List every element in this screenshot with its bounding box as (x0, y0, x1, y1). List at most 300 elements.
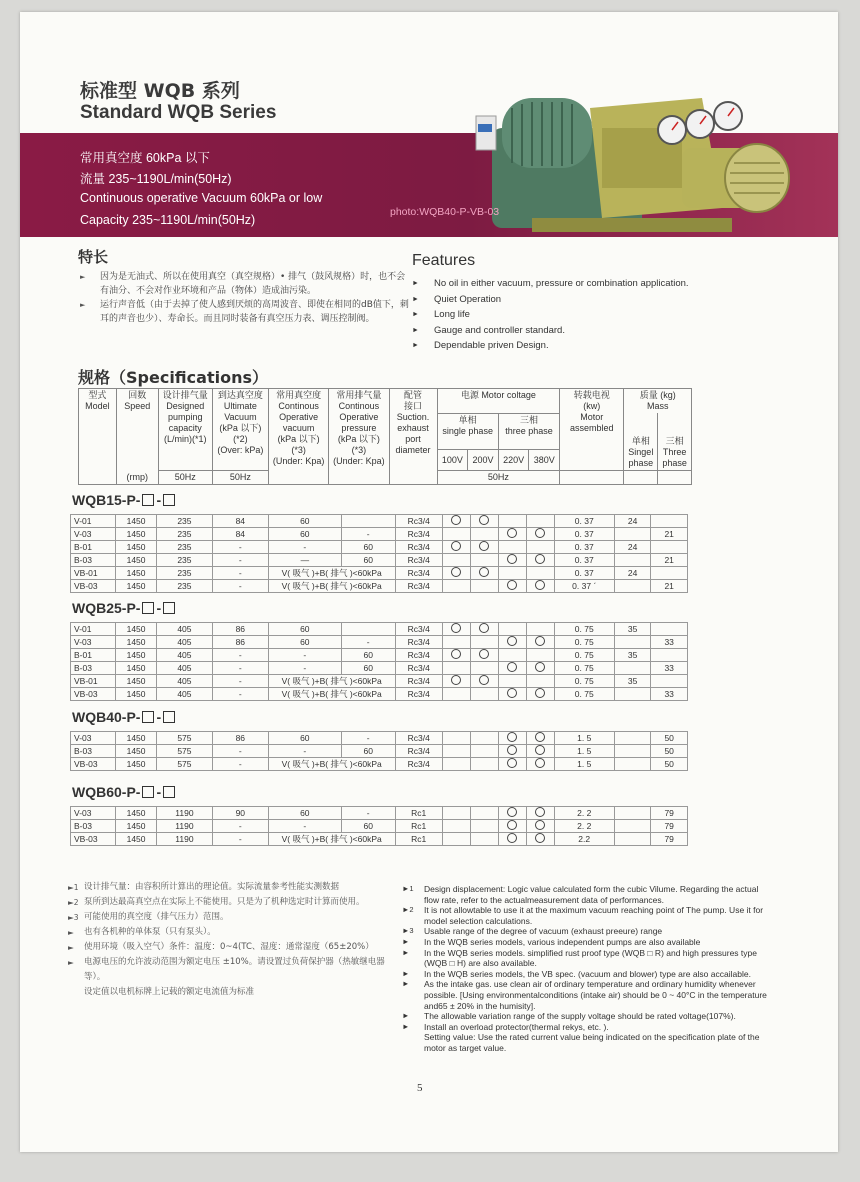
features-list-cn (80, 270, 410, 326)
header-op-pressure: 常用排气量 Continous Operative pressure (kPa 以下) (*3) (Under: Kpa) (329, 389, 389, 485)
header-voltage: 220V (498, 450, 529, 471)
table-cell: - (341, 807, 395, 820)
voltage-cell (442, 807, 470, 820)
available-circle-icon (507, 554, 517, 564)
table-row (71, 688, 688, 701)
voltage-cell (470, 554, 498, 567)
table-cell (651, 515, 688, 528)
table-cell: 1450 (116, 623, 157, 636)
model-code-box (163, 786, 175, 798)
table-cell: 235 (156, 567, 212, 580)
table-cell (614, 636, 651, 649)
table-cell: 33 (651, 688, 688, 701)
available-circle-icon (507, 528, 517, 538)
available-circle-icon (535, 688, 545, 698)
note-cn: ►1 设计排气量：由容积所计算出的理论值。实际流量参考性能实测数据 (68, 882, 340, 892)
header-motor: 转载电视 (kw) Motor assembled (560, 389, 624, 471)
voltage-cell (442, 758, 470, 771)
voltage-cell (470, 541, 498, 554)
voltage-cell (470, 732, 498, 745)
voltage-cell (526, 732, 554, 745)
table-cell: V-03 (71, 732, 116, 745)
table-cell (651, 649, 688, 662)
header-port: 配管 接口 Suction. exhaust port diameter (389, 389, 437, 485)
table-cell: 50 (651, 745, 688, 758)
table-cell: 0. 37 (554, 541, 614, 554)
voltage-cell (526, 554, 554, 567)
table-cell: 575 (156, 758, 212, 771)
table-cell: Rc3/4 (395, 675, 442, 688)
table-cell: 405 (156, 688, 212, 701)
header-voltage: 200V (468, 450, 499, 471)
table-cell: 60 (341, 745, 395, 758)
voltage-cell (526, 758, 554, 771)
note-cn: ► 使用环境（吸入空气）条件：温度：0~4(TC、湿度：通常湿度（65±20%） (68, 942, 374, 952)
table-cell: Rc1 (395, 807, 442, 820)
table-cell (614, 833, 651, 846)
table-cell: 235 (156, 515, 212, 528)
table-cell: 60 (268, 528, 341, 541)
table-cell: 1450 (116, 554, 157, 567)
title-english: Standard WQB Series (80, 102, 277, 123)
table-cell: Rc3/4 (395, 541, 442, 554)
table-cell (651, 541, 688, 554)
voltage-cell (442, 649, 470, 662)
note-en: ►3 Usable range of the degree of vacuum (exhaust preeure) range (402, 926, 663, 937)
voltage-cell (470, 649, 498, 662)
available-circle-icon (535, 807, 545, 817)
table-cell: 0. 37 (554, 554, 614, 567)
table-row (71, 567, 688, 580)
available-circle-icon (451, 541, 461, 551)
header-capacity: 设计排气量 Designed pumping capacity (L/min)(*1) (158, 389, 212, 471)
table-cell: - (212, 567, 268, 580)
voltage-cell (498, 820, 526, 833)
table-cell: - (268, 820, 341, 833)
table-cell: Rc3/4 (395, 662, 442, 675)
feature-en-item: ► No oil in either vacuum, pressure or combination application. (412, 276, 689, 292)
table-cell: 1450 (116, 820, 157, 833)
table-cell: 24 (614, 515, 651, 528)
table-cell: Rc3/4 (395, 745, 442, 758)
model-code-box (163, 602, 175, 614)
voltage-cell (498, 758, 526, 771)
table-cell: 2. 2 (554, 807, 614, 820)
table-row (71, 807, 688, 820)
voltage-cell (526, 636, 554, 649)
table-row (71, 833, 688, 846)
header-voltage-hz: 50Hz (437, 471, 560, 485)
table-cell: V-03 (71, 528, 116, 541)
table-cell: 0. 75 (554, 649, 614, 662)
spec-table (70, 622, 688, 701)
table-cell (614, 580, 651, 593)
voltage-cell (526, 688, 554, 701)
table-cell: - (212, 820, 268, 833)
note-en: ► The allowable variation range of the supply voltage should be rated voltage(107%). (402, 1011, 736, 1022)
table-row (71, 554, 688, 567)
voltage-cell (526, 745, 554, 758)
available-circle-icon (535, 745, 545, 755)
available-circle-icon (451, 649, 461, 659)
table-cell (341, 623, 395, 636)
table-cell: V( 吸气 )+B( 排气 )<60kPa (268, 688, 395, 701)
voltage-cell (526, 515, 554, 528)
note-en: Setting value: Use the rated current value being indicated on the specification plate of the motor as target value. (424, 1032, 760, 1053)
voltage-cell (442, 580, 470, 593)
header-three-phase: 三相 three phase (498, 413, 559, 450)
note-en: ► In the WQB series models, various independent pumps are also available (402, 936, 701, 947)
voltage-cell (470, 758, 498, 771)
table-cell: - (212, 662, 268, 675)
table-cell: V-03 (71, 807, 116, 820)
voltage-cell (526, 662, 554, 675)
table-cell: - (341, 636, 395, 649)
available-circle-icon (451, 567, 461, 577)
available-circle-icon (507, 580, 517, 590)
table-cell: B-03 (71, 554, 116, 567)
table-cell: 79 (651, 807, 688, 820)
voltage-cell (498, 528, 526, 541)
table-cell: 1450 (116, 515, 157, 528)
header-mass: 质量 (kg) Mass (624, 389, 692, 414)
table-cell: VB-03 (71, 833, 116, 846)
note-en: ► In the WQB series models, the VB spec. (vacuum and blower) type are also accailable. (402, 968, 751, 979)
voltage-cell (498, 833, 526, 846)
header-vacuum-hz: 50Hz (212, 471, 268, 485)
note-en: ►1 Design displacement: Logic value calculated form the cubic Vilume. Regarding the actual flow rate, refer to the actualmeasurement data of performances. (402, 884, 759, 905)
voltage-cell (526, 649, 554, 662)
table-cell: - (212, 541, 268, 554)
table-row (71, 758, 688, 771)
voltage-cell (442, 833, 470, 846)
table-cell: Rc3/4 (395, 554, 442, 567)
table-cell: 1450 (116, 541, 157, 554)
table-cell: - (212, 580, 268, 593)
voltage-cell (526, 807, 554, 820)
available-circle-icon (535, 732, 545, 742)
features-title-en: Features (412, 252, 476, 269)
available-circle-icon (507, 807, 517, 817)
available-circle-icon (535, 833, 545, 843)
table-cell: Rc3/4 (395, 580, 442, 593)
voltage-cell (498, 807, 526, 820)
spec-table (70, 806, 688, 846)
table-cell: 1450 (116, 745, 157, 758)
table-cell: 0. 75 (554, 675, 614, 688)
feature-en-item: ► Gauge and controller standard. (412, 323, 689, 339)
table-cell: VB-01 (71, 567, 116, 580)
available-circle-icon (451, 675, 461, 685)
vacuum-pump-photo (472, 68, 792, 238)
table-cell: Rc1 (395, 820, 442, 833)
note-cn: ►3 可能使用的真空度（排气压力）范围。 (68, 912, 229, 922)
table-cell: 50 (651, 732, 688, 745)
table-cell: 60 (341, 649, 395, 662)
voltage-cell (498, 567, 526, 580)
voltage-cell (442, 554, 470, 567)
voltage-cell (442, 541, 470, 554)
table-cell (651, 567, 688, 580)
table-cell: VB-01 (71, 675, 116, 688)
voltage-cell (470, 662, 498, 675)
notes-en (402, 884, 772, 1054)
voltage-cell (470, 623, 498, 636)
available-circle-icon (479, 515, 489, 525)
table-cell: B-01 (71, 541, 116, 554)
table-row (71, 649, 688, 662)
table-cell: 0. 75 (554, 688, 614, 701)
table-cell (651, 623, 688, 636)
available-circle-icon (535, 580, 545, 590)
header-motor-voltage: 电源 Motor coltage (437, 389, 560, 414)
table-cell: 79 (651, 833, 688, 846)
table-cell: 60 (268, 636, 341, 649)
header-single-phase: 单相 single phase (437, 413, 498, 450)
catalog-page (20, 12, 838, 1152)
table-cell: V( 吸气 )+B( 排气 )<60kPa (268, 675, 395, 688)
available-circle-icon (535, 528, 545, 538)
table-cell: V-01 (71, 515, 116, 528)
table-cell: 1190 (156, 820, 212, 833)
spec-title: 规格（Specifications） (78, 368, 268, 387)
table-cell: V-01 (71, 623, 116, 636)
note-en: ►2 It is not allowtable to use it at the maximum vacuum reaching point of The pump. Use it for model selection calculations. (402, 905, 764, 926)
available-circle-icon (507, 758, 517, 768)
available-circle-icon (507, 688, 517, 698)
note-en: ► In the WQB series models. simplified rust proof type (WQB □ R) and high pressures type (WQB □ H) are also available. (402, 947, 757, 969)
voltage-cell (442, 528, 470, 541)
header-capacity-hz: 50Hz (158, 471, 212, 485)
table-cell: 24 (614, 567, 651, 580)
table-cell: 35 (614, 623, 651, 636)
voltage-cell (526, 820, 554, 833)
table-row (71, 580, 688, 593)
features-title-cn: 特长 (78, 248, 109, 266)
table-cell: 1450 (116, 636, 157, 649)
voltage-cell (498, 554, 526, 567)
voltage-cell (470, 567, 498, 580)
voltage-cell (498, 541, 526, 554)
table-cell: 0. 37 (554, 567, 614, 580)
note-cn: ►2 泵所到达最高真空点在实际上不能使用。只是为了机种选定时计算而使用。 (68, 897, 365, 907)
voltage-cell (498, 623, 526, 636)
table-cell (614, 732, 651, 745)
model-code-box (163, 711, 175, 723)
available-circle-icon (507, 732, 517, 742)
table-cell: 1190 (156, 833, 212, 846)
table-cell: Rc3/4 (395, 623, 442, 636)
banner-line: 流量 235~1190L/min(50Hz) (80, 172, 232, 186)
table-cell: B-03 (71, 745, 116, 758)
table-cell: Rc3/4 (395, 515, 442, 528)
table-cell: 235 (156, 554, 212, 567)
table-cell: 1450 (116, 807, 157, 820)
table-cell: 1. 5 (554, 745, 614, 758)
voltage-cell (526, 675, 554, 688)
voltage-cell (498, 662, 526, 675)
table-cell: V( 吸气 )+B( 排气 )<60kPa (268, 833, 395, 846)
available-circle-icon (535, 758, 545, 768)
note-en: ► Install an overload protector(thermal rekys, etc. ). (402, 1021, 609, 1032)
available-circle-icon (479, 649, 489, 659)
table-cell: 2. 2 (554, 820, 614, 833)
table-cell: VB-03 (71, 688, 116, 701)
table-cell: - (212, 833, 268, 846)
table-cell: 0. 75 (554, 623, 614, 636)
available-circle-icon (507, 636, 517, 646)
features-list-en (412, 276, 689, 354)
available-circle-icon (507, 833, 517, 843)
table-cell: 35 (614, 675, 651, 688)
table-cell: Rc3/4 (395, 567, 442, 580)
voltage-cell (498, 745, 526, 758)
table-cell: 50 (651, 758, 688, 771)
table-row (71, 675, 688, 688)
table-cell: - (268, 745, 341, 758)
table-cell: 33 (651, 662, 688, 675)
spec-header-table (78, 388, 692, 485)
table-cell: V-03 (71, 636, 116, 649)
table-cell: 1450 (116, 567, 157, 580)
voltage-cell (442, 567, 470, 580)
table-cell: — (268, 554, 341, 567)
table-cell: 86 (212, 623, 268, 636)
table-cell: 60 (268, 515, 341, 528)
table-cell: B-03 (71, 820, 116, 833)
feature-en-item: ► Long life (412, 307, 689, 323)
table-cell: 60 (341, 554, 395, 567)
header-model: 型式 Model (79, 389, 117, 485)
table-cell: Rc3/4 (395, 758, 442, 771)
table-cell: 24 (614, 541, 651, 554)
table-cell: V( 吸气 )+B( 排气 )<60kPa (268, 567, 395, 580)
table-cell: VB-03 (71, 758, 116, 771)
table-cell (614, 528, 651, 541)
table-cell: - (212, 554, 268, 567)
voltage-cell (470, 580, 498, 593)
voltage-cell (498, 732, 526, 745)
table-cell: VB-03 (71, 580, 116, 593)
table-cell: 60 (341, 662, 395, 675)
table-cell: - (268, 541, 341, 554)
table-row (71, 820, 688, 833)
table-cell: 1. 5 (554, 732, 614, 745)
voltage-cell (470, 675, 498, 688)
notes-cn (68, 880, 398, 1000)
spec-table (70, 731, 688, 771)
table-cell: - (341, 732, 395, 745)
table-row (71, 636, 688, 649)
voltage-cell (442, 820, 470, 833)
available-circle-icon (535, 636, 545, 646)
voltage-cell (442, 688, 470, 701)
table-cell: 84 (212, 515, 268, 528)
available-circle-icon (535, 820, 545, 830)
table-cell (614, 662, 651, 675)
voltage-cell (470, 833, 498, 846)
voltage-cell (498, 515, 526, 528)
table-cell: 60 (341, 820, 395, 833)
table-cell (614, 758, 651, 771)
voltage-cell (442, 636, 470, 649)
table-cell: 86 (212, 732, 268, 745)
header-voltage: 380V (529, 450, 560, 471)
table-cell: 90 (212, 807, 268, 820)
voltage-cell (526, 833, 554, 846)
available-circle-icon (479, 675, 489, 685)
available-circle-icon (507, 662, 517, 672)
voltage-cell (498, 580, 526, 593)
table-cell: 235 (156, 541, 212, 554)
table-cell: 575 (156, 745, 212, 758)
voltage-cell (470, 807, 498, 820)
table-row (71, 528, 688, 541)
table-cell: - (212, 758, 268, 771)
table-cell: V( 吸气 )+B( 排气 )<60kPa (268, 580, 395, 593)
series-title: WQB40-P- - (72, 709, 177, 725)
available-circle-icon (451, 623, 461, 633)
table-cell: 21 (651, 528, 688, 541)
available-circle-icon (507, 745, 517, 755)
voltage-cell (498, 675, 526, 688)
table-cell: 405 (156, 662, 212, 675)
voltage-cell (442, 675, 470, 688)
series-title: WQB60-P- - (72, 784, 177, 800)
table-cell: - (268, 649, 341, 662)
table-cell: 0. 37 (554, 528, 614, 541)
table-cell: 1450 (116, 688, 157, 701)
table-row (71, 541, 688, 554)
table-row (71, 732, 688, 745)
header-voltage: 100V (437, 450, 468, 471)
table-cell: 1450 (116, 528, 157, 541)
table-cell: 405 (156, 675, 212, 688)
voltage-cell (498, 688, 526, 701)
photo-caption: photo:WQB40-P-VB-03 (390, 206, 500, 218)
feature-en-item: ► Quiet Operation (412, 292, 689, 308)
available-circle-icon (451, 515, 461, 525)
title-chinese: 标准型 WQB 系列 (80, 80, 240, 102)
table-cell: 1450 (116, 580, 157, 593)
header-vacuum: 到达真空度 Ultimate Vacuum (kPa 以下) (*2) (Over: kPa) (212, 389, 268, 471)
table-cell: - (212, 675, 268, 688)
voltage-cell (470, 745, 498, 758)
table-cell: 1450 (116, 758, 157, 771)
table-cell: 235 (156, 580, 212, 593)
header-mass-single: 单相 Singel phase (624, 413, 658, 471)
model-code-box (142, 786, 154, 798)
table-cell: - (212, 688, 268, 701)
table-cell: 35 (614, 649, 651, 662)
table-cell: 60 (268, 732, 341, 745)
table-cell (341, 515, 395, 528)
table-cell (614, 688, 651, 701)
series-title: WQB25-P- - (72, 600, 177, 616)
available-circle-icon (479, 541, 489, 551)
table-cell: 1450 (116, 649, 157, 662)
table-row (71, 662, 688, 675)
table-cell: V( 吸气 )+B( 排气 )<60kPa (268, 758, 395, 771)
table-cell: 235 (156, 528, 212, 541)
available-circle-icon (535, 554, 545, 564)
table-cell: 60 (268, 623, 341, 636)
note-cn: ► 电源电压的允许波动范围为额定电压 ±10%。请设置过负荷保护器（热敏继电器等）。 (68, 957, 385, 982)
table-cell: 60 (268, 807, 341, 820)
table-cell: 0. 75 (554, 636, 614, 649)
table-cell: 0. 37 ˊ (554, 580, 614, 593)
note-en: ► As the intake gas. use clean air of ordinary temperature and ordinary humidity whenever possible. [Using environmentalconditions (intake air) should be 0 ~ 40°C in the temperature and65 ± 20% in the humisity]. (402, 979, 767, 1011)
